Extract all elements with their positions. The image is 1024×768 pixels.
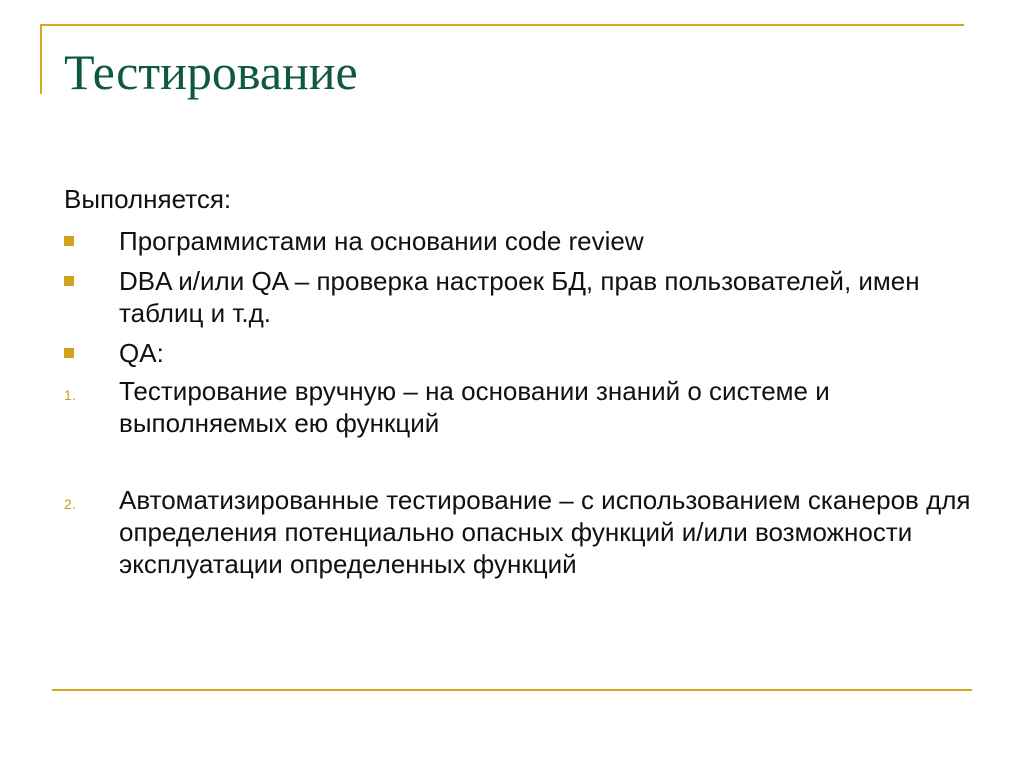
numbered-item-1 (64, 375, 974, 439)
slide-bottom-divider (52, 689, 972, 691)
slide-left-border (40, 24, 42, 94)
bullet-item-3 (64, 337, 974, 369)
square-bullet-icon (64, 276, 74, 286)
list-number: 1. (64, 387, 76, 403)
numbered-item-text: Тестирование вручную – на основании знаний о системе и выполняемых ею функций (119, 376, 830, 438)
bullet-item-2 (64, 265, 974, 329)
square-bullet-icon (64, 236, 74, 246)
square-bullet-icon (64, 348, 74, 358)
numbered-item-text: Автоматизированные тестирование – с использованием сканеров для определения потенциально опасных функций и/или возможности эксплуатации определенных функций (119, 485, 971, 579)
numbered-item-2 (64, 484, 974, 580)
bullet-item-text: QA: (119, 338, 164, 368)
bullet-item-text: Программистами на основании code review (119, 226, 644, 256)
bullet-item-text: DBA и/или QA – проверка настроек БД, прав пользователей, имен таблиц и т.д. (119, 266, 920, 328)
slide-top-border (40, 24, 964, 26)
list-number: 2. (64, 496, 76, 512)
bullet-item-1 (64, 225, 974, 257)
intro-text: Выполняется: (64, 184, 232, 214)
slide-title: Тестирование (64, 44, 358, 100)
